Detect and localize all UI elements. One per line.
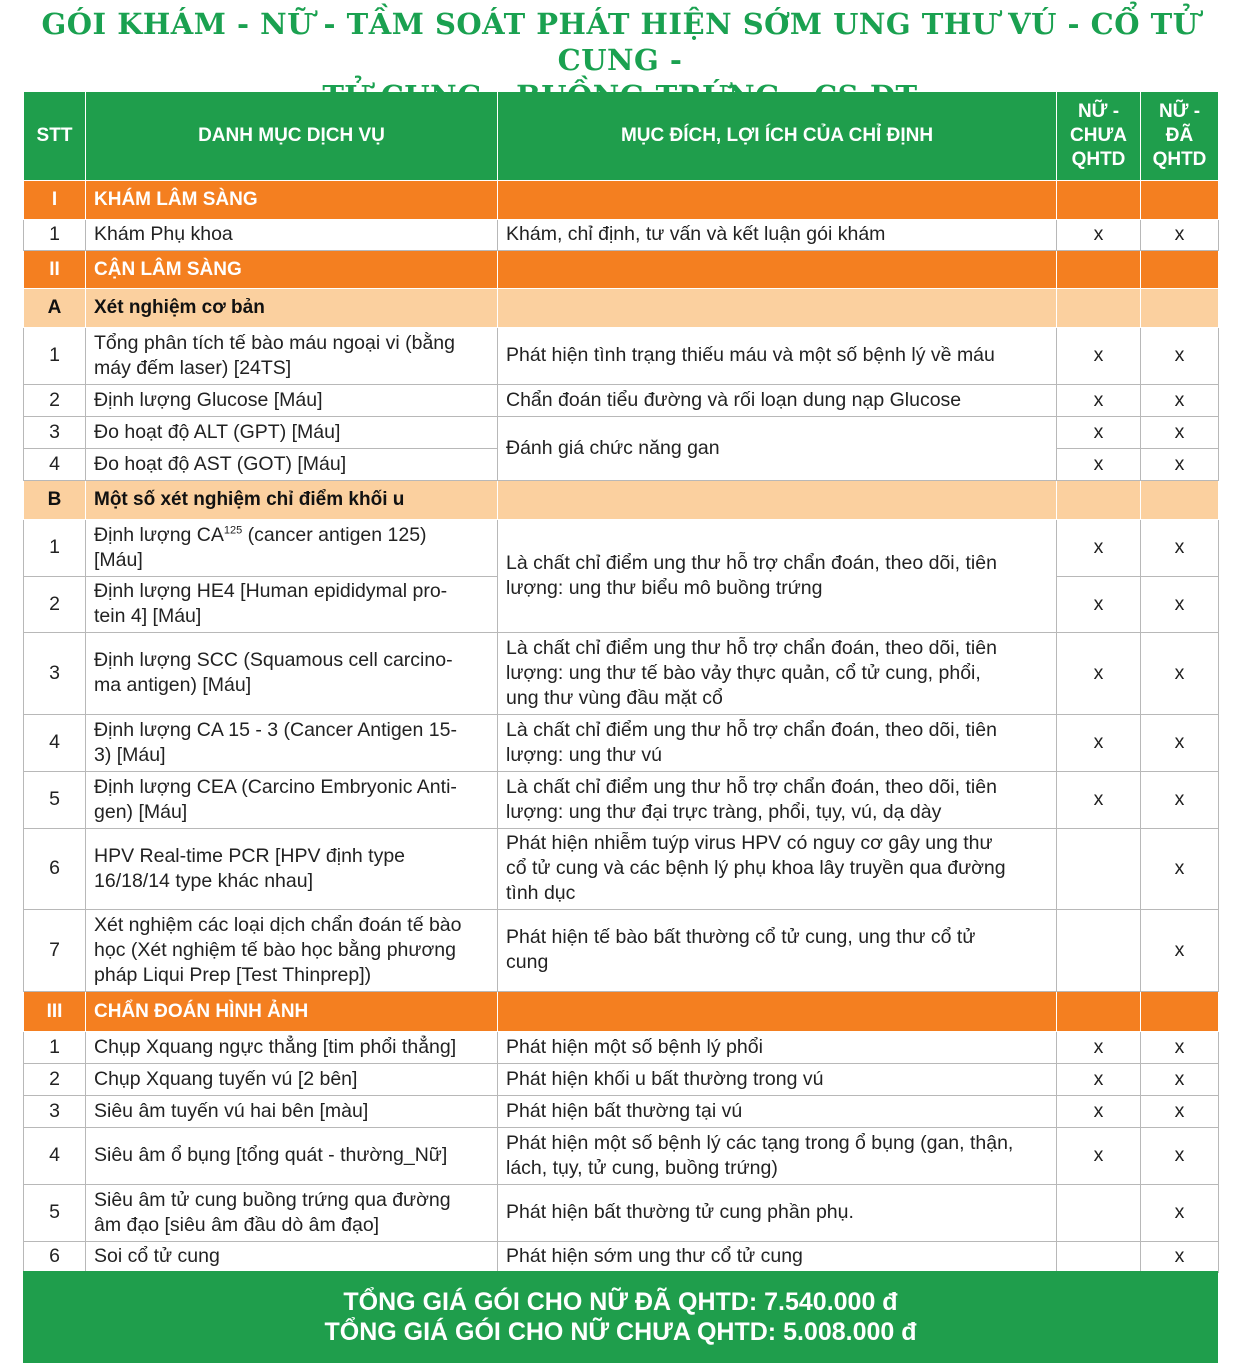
header-purpose: MỤC ĐÍCH, LỢI ÍCH CỦA CHỈ ĐỊNH: [498, 92, 1057, 180]
mark-da: x: [1141, 448, 1219, 480]
row-number: 3: [24, 1095, 86, 1127]
row-number: 2: [24, 576, 86, 632]
row-service: Định lượng CA$^{125}$ (cancer antigen 125) [Máu]: [86, 519, 498, 576]
section-number: II: [24, 250, 86, 288]
section-row: [24, 991, 1219, 1031]
row-service: Đo hoạt độ AST (GOT) [Máu]: [86, 448, 498, 480]
mark-chua: x: [1057, 219, 1141, 250]
mark-da: x: [1141, 219, 1219, 250]
mark-chua: x: [1057, 416, 1141, 448]
row-service: Định lượng CEA (Carcino Embryonic Anti- gen) [Máu]: [86, 771, 498, 828]
section-row: [24, 250, 1219, 288]
table-row: [24, 828, 1219, 909]
row-purpose: Là chất chỉ điểm ung thư hỗ trợ chẩn đoán, theo dõi, tiên lượng: ung thư vú: [498, 714, 1057, 771]
row-service: HPV Real-time PCR [HPV định type 16/18/14 type khác nhau]: [86, 828, 498, 909]
table-row: [24, 1031, 1219, 1063]
mark-da: x: [1141, 909, 1219, 991]
row-number: 1: [24, 519, 86, 576]
mark-da: x: [1141, 576, 1219, 632]
row-number: 4: [24, 448, 86, 480]
mark-da: x: [1141, 1127, 1219, 1184]
row-service: Chụp Xquang tuyến vú [2 bên]: [86, 1063, 498, 1095]
mark-da: x: [1141, 384, 1219, 416]
row-service: Tổng phân tích tế bào máu ngoại vi (bằng máy đếm laser) [24TS]: [86, 327, 498, 384]
row-service: Siêu âm ổ bụng [tổng quát - thường_Nữ]: [86, 1127, 498, 1184]
mark-chua: x: [1057, 327, 1141, 384]
price-chua-qhtd: TỔNG GIÁ GÓI CHO NỮ CHƯA QHTD: 5.008.000 đ: [324, 1318, 917, 1346]
table-row: [24, 1063, 1219, 1095]
mark-da: x: [1141, 828, 1219, 909]
mark-chua: [1057, 1241, 1141, 1272]
mark-da: x: [1141, 771, 1219, 828]
row-number: 4: [24, 1127, 86, 1184]
row-service: Soi cổ tử cung: [86, 1241, 498, 1272]
row-number: 5: [24, 771, 86, 828]
mark-chua: x: [1057, 384, 1141, 416]
subsection-label: Một số xét nghiệm chỉ điểm khối u: [86, 480, 498, 519]
row-purpose: Phát hiện một số bệnh lý phổi: [498, 1031, 1057, 1063]
table-row: [24, 1184, 1219, 1241]
table-row: [24, 771, 1219, 828]
table-row: [24, 416, 1219, 448]
mark-chua: x: [1057, 448, 1141, 480]
mark-chua: x: [1057, 1095, 1141, 1127]
row-purpose: Là chất chỉ điểm ung thư hỗ trợ chẩn đoán, theo dõi, tiên lượng: ung thư biểu mô buồng trứng: [498, 519, 1057, 632]
row-purpose: Phát hiện sớm ung thư cổ tử cung: [498, 1241, 1057, 1272]
table-row: [24, 1127, 1219, 1184]
superscript-125: 125: [223, 524, 243, 536]
row-purpose: Chẩn đoán tiểu đường và rối loạn dung nạp Glucose: [498, 384, 1057, 416]
table-row: [24, 327, 1219, 384]
row-number: 6: [24, 1241, 86, 1272]
row-purpose: Phát hiện một số bệnh lý các tạng trong ổ bụng (gan, thận, lách, tụy, tử cung, buồng trứng): [498, 1127, 1057, 1184]
row-purpose: Phát hiện bất thường tử cung phần phụ.: [498, 1184, 1057, 1241]
subsection-letter: B: [24, 480, 86, 519]
mark-chua: x: [1057, 1031, 1141, 1063]
header-service: DANH MỤC DỊCH VỤ: [86, 92, 498, 180]
table-row: [24, 1095, 1219, 1127]
row-service: Định lượng HE4 [Human epididymal pro- tein 4] [Máu]: [86, 576, 498, 632]
row-purpose: Là chất chỉ điểm ung thư hỗ trợ chẩn đoán, theo dõi, tiên lượng: ung thư tế bào vảy thực quản, cổ tử cung, phổi, ung thư vùng đầu mặt cổ: [498, 632, 1057, 714]
row-number: 6: [24, 828, 86, 909]
row-purpose: Phát hiện nhiễm tuýp virus HPV có nguy cơ gây ung thư cổ tử cung và các bệnh lý phụ khoa lây truyền qua đường tình dục: [498, 828, 1057, 909]
row-purpose: Phát hiện khối u bất thường trong vú: [498, 1063, 1057, 1095]
row-purpose: Phát hiện tình trạng thiếu máu và một số bệnh lý về máu: [498, 327, 1057, 384]
header-stt: STT: [24, 92, 86, 180]
mark-da: x: [1141, 1095, 1219, 1127]
row-service: Định lượng CA 15 - 3 (Cancer Antigen 15- 3) [Máu]: [86, 714, 498, 771]
table-row: [24, 519, 1219, 576]
mark-chua: x: [1057, 519, 1141, 576]
row-number: 1: [24, 327, 86, 384]
row-number: 4: [24, 714, 86, 771]
mark-chua: x: [1057, 576, 1141, 632]
mark-chua: x: [1057, 714, 1141, 771]
table-row: [24, 632, 1219, 714]
row-number: 1: [24, 1031, 86, 1063]
mark-chua: x: [1057, 632, 1141, 714]
row-purpose: Khám, chỉ định, tư vấn và kết luận gói khám: [498, 219, 1057, 250]
row-number: 3: [24, 632, 86, 714]
row-service: Định lượng Glucose [Máu]: [86, 384, 498, 416]
row-service: Siêu âm tử cung buồng trứng qua đường âm đạo [siêu âm đầu dò âm đạo]: [86, 1184, 498, 1241]
price-footer: [23, 1271, 1218, 1363]
mark-da: x: [1141, 1184, 1219, 1241]
subsection-row: [24, 288, 1219, 327]
row-purpose: Đánh giá chức năng gan: [498, 416, 1057, 480]
table-header-row: [24, 92, 1219, 180]
mark-chua: [1057, 909, 1141, 991]
mark-da: x: [1141, 632, 1219, 714]
subsection-letter: A: [24, 288, 86, 327]
mark-da: x: [1141, 1063, 1219, 1095]
row-number: 7: [24, 909, 86, 991]
row-service: Đo hoạt độ ALT (GPT) [Máu]: [86, 416, 498, 448]
row-purpose: Phát hiện bất thường tại vú: [498, 1095, 1057, 1127]
row-number: 2: [24, 1063, 86, 1095]
subsection-row: [24, 480, 1219, 519]
mark-da: x: [1141, 327, 1219, 384]
mark-chua: x: [1057, 1063, 1141, 1095]
table-row: [24, 1241, 1219, 1272]
title-line-1: GÓI KHÁM - NỮ - TẦM SOÁT PHÁT HIỆN SỚM UNG THƯ VÚ - CỔ TỬ CUNG -: [41, 7, 1199, 77]
mark-da: x: [1141, 1241, 1219, 1272]
row-service: Chụp Xquang ngực thẳng [tim phổi thẳng]: [86, 1031, 498, 1063]
table-row: [24, 384, 1219, 416]
mark-chua: x: [1057, 1127, 1141, 1184]
section-label: CẬN LÂM SÀNG: [86, 250, 498, 288]
row-service: Khám Phụ khoa: [86, 219, 498, 250]
row-number: 1: [24, 219, 86, 250]
mark-da: x: [1141, 519, 1219, 576]
section-number: III: [24, 991, 86, 1031]
price-da-qhtd: TỔNG GIÁ GÓI CHO NỮ ĐÃ QHTD: 7.540.000 đ: [343, 1288, 898, 1316]
table-row: [24, 909, 1219, 991]
table-row: [24, 219, 1219, 250]
mark-chua: [1057, 828, 1141, 909]
mark-chua: x: [1057, 771, 1141, 828]
row-service: Siêu âm tuyến vú hai bên [màu]: [86, 1095, 498, 1127]
row-purpose: Phát hiện tế bào bất thường cổ tử cung, ung thư cổ tử cung: [498, 909, 1057, 991]
mark-chua: [1057, 1184, 1141, 1241]
subsection-label: Xét nghiệm cơ bản: [86, 288, 498, 327]
mark-da: x: [1141, 416, 1219, 448]
row-number: 2: [24, 384, 86, 416]
mark-da: x: [1141, 714, 1219, 771]
row-number: 3: [24, 416, 86, 448]
section-label: KHÁM LÂM SÀNG: [86, 180, 498, 219]
service-table: [23, 92, 1219, 1273]
row-service: Xét nghiệm các loại dịch chẩn đoán tế bào học (Xét nghiệm tế bào học bằng phương pháp Liqui Prep [Test Thinprep]): [86, 909, 498, 991]
header-da-qhtd: NỮ - ĐÃ QHTD: [1141, 92, 1219, 180]
section-row: [24, 180, 1219, 219]
row-service: Định lượng SCC (Squamous cell carcino- ma antigen) [Máu]: [86, 632, 498, 714]
header-chua-qhtd: NỮ - CHƯA QHTD: [1057, 92, 1141, 180]
row-number: 5: [24, 1184, 86, 1241]
section-number: I: [24, 180, 86, 219]
section-label: CHẨN ĐOÁN HÌNH ẢNH: [86, 991, 498, 1031]
row-purpose: Là chất chỉ điểm ung thư hỗ trợ chẩn đoán, theo dõi, tiên lượng: ung thư đại trực tràng, phổi, tụy, vú, dạ dày: [498, 771, 1057, 828]
table-row: [24, 714, 1219, 771]
mark-da: x: [1141, 1031, 1219, 1063]
